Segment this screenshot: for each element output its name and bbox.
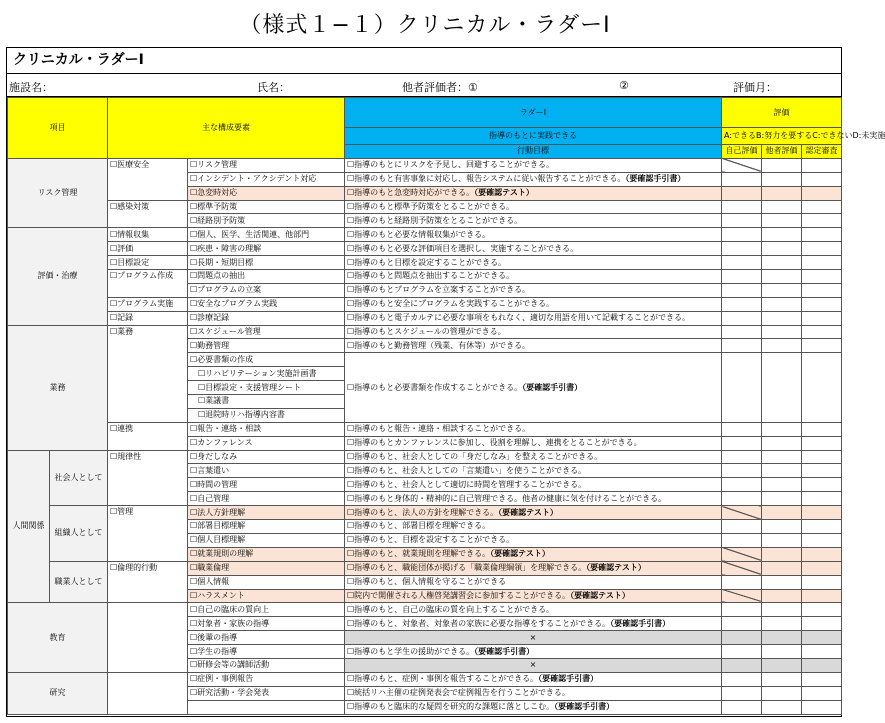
- approval-cell[interactable]: [802, 561, 842, 575]
- approval-cell[interactable]: [802, 436, 842, 450]
- self-eval-cell[interactable]: [722, 339, 762, 353]
- check-required-note: （要確認テスト）: [586, 563, 646, 573]
- goal-item: ×: [345, 631, 722, 645]
- table-row: [8, 506, 842, 520]
- self-eval-cell[interactable]: [722, 589, 762, 603]
- self-eval-cell[interactable]: [722, 200, 762, 214]
- goal-item: ☐指導のもと有害事象に対応し、報告システムに従い報告することができる。（要確認手引書）: [345, 172, 722, 186]
- other-eval-cell[interactable]: [762, 645, 802, 659]
- self-eval-cell[interactable]: [722, 186, 762, 200]
- goal-item: ☐指導のもと臨床的な疑問を研究的な課題に落としこむ。（要確認手引書）: [345, 700, 722, 714]
- category-eval: 評価・治療: [8, 228, 108, 325]
- goal-item: ☐指導のもとスケジュールの管理ができる。: [345, 325, 722, 339]
- goal-item: ☐指導のもと身体的・精神的に自己管理できる。他者の健康に気を付けることができる。: [345, 492, 722, 506]
- check-required-note: （要確認手引書）: [625, 174, 686, 184]
- goal-item: ☐指導のもと、対象者、対象者の家族に必要な指導をすることができる。（要確認手引書）: [345, 617, 722, 631]
- header-ladder-desc: 指導のもとに実践できる: [345, 128, 722, 145]
- other-eval-cell[interactable]: [762, 256, 802, 270]
- table-row: [8, 325, 842, 339]
- table-row: [8, 422, 842, 436]
- self-eval-cell[interactable]: [722, 353, 762, 422]
- element-item: ☐問題点の抽出: [188, 270, 345, 284]
- element-item: ☐学生の指導: [188, 645, 345, 659]
- category-social: 社会人として: [50, 450, 108, 506]
- category-org: 組織人として: [50, 506, 108, 562]
- sheet-title: クリニカル・ラダーⅠ: [7, 48, 841, 74]
- goal-item: ☐指導のもと、個人情報を守ることができる: [345, 575, 722, 589]
- facility-label: 施設名：: [9, 81, 53, 94]
- month-label: 評価月：: [733, 81, 777, 94]
- element-item: ☐プログラムの立案: [188, 283, 345, 297]
- sub-item: ☐倫理的行動: [108, 561, 188, 603]
- evaluator-label: 他者評価者：①: [402, 81, 478, 94]
- check-required-note: （要確認手引書）: [538, 674, 599, 684]
- goal-item: ☐院内で開催される人権啓発講習会に参加することができる。（要確認テスト）: [345, 589, 722, 603]
- goal-item: ☐指導のもと、自己の臨床の質を向上することができる。: [345, 603, 722, 617]
- goal-item: ☐指導のもと電子カルテに必要な事項をもれなく、適切な用語を用いて記載することができる。: [345, 311, 722, 325]
- approval-cell[interactable]: [802, 533, 842, 547]
- header-self-eval: 自己評価: [722, 145, 762, 159]
- self-eval-cell[interactable]: [722, 575, 762, 589]
- other-eval-cell[interactable]: [762, 158, 802, 172]
- approval-cell[interactable]: [802, 339, 842, 353]
- element-item: ☐研修会等の講師活動: [188, 658, 345, 672]
- approval-cell[interactable]: [802, 214, 842, 228]
- other-eval-cell[interactable]: [762, 464, 802, 478]
- check-required-note: （要確認テスト）: [498, 507, 558, 517]
- other-eval-cell[interactable]: [762, 700, 802, 714]
- approval-cell[interactable]: [802, 256, 842, 270]
- element-item: ☐標準予防策: [188, 200, 345, 214]
- element-item: ☐個人目標理解: [188, 533, 345, 547]
- table-row: [8, 270, 842, 284]
- element-item: ☐リハビリテーション実施計画書: [188, 367, 345, 381]
- approval-cell[interactable]: [802, 645, 842, 659]
- approval-cell[interactable]: [802, 242, 842, 256]
- header-other-eval: 他者評価: [762, 145, 802, 159]
- sub-item: ☐情報収集: [108, 228, 188, 242]
- category-risk: リスク管理: [8, 158, 108, 227]
- goal-item: ☐指導のもとにリスクを予見し、回避することができる。: [345, 158, 722, 172]
- element-item: ☐個人情報: [188, 575, 345, 589]
- sub-item: ☐業務: [108, 325, 188, 422]
- other-eval-cell[interactable]: [762, 506, 802, 520]
- element-item: ☐職業倫理: [188, 561, 345, 575]
- table-row: [8, 242, 842, 256]
- self-eval-cell[interactable]: [722, 700, 762, 714]
- sub-item: ☐規律性: [108, 450, 188, 506]
- self-eval-cell[interactable]: [722, 617, 762, 631]
- sub-item-empty: [108, 603, 188, 672]
- element-item: ☐時間の管理: [188, 478, 345, 492]
- sub-item: ☐連携: [108, 422, 188, 450]
- other-eval-cell[interactable]: [762, 603, 802, 617]
- other-eval-cell[interactable]: [762, 339, 802, 353]
- sub-item: ☐医療安全: [108, 158, 188, 200]
- goal-item: ☐指導のもと必要な情報収集ができる。: [345, 228, 722, 242]
- goal-item: ☐指導のもと、社会人としての「言葉遣い」を使うことができる。: [345, 464, 722, 478]
- approval-cell: [802, 631, 842, 645]
- self-eval-cell[interactable]: [722, 325, 762, 339]
- approval-cell[interactable]: [802, 589, 842, 603]
- approval-cell[interactable]: [802, 492, 842, 506]
- sub-item: ☐評価: [108, 242, 188, 256]
- header-action-goal: 行動目標: [345, 145, 722, 159]
- other-eval-cell[interactable]: [762, 186, 802, 200]
- element-item: ☐対象者・家族の指導: [188, 617, 345, 631]
- approval-cell[interactable]: [802, 617, 842, 631]
- element-item: ☐スケジュール管理: [188, 325, 345, 339]
- goal-item: ☐指導のもと必要な評価項目を選択し、実施することができる。: [345, 242, 722, 256]
- other-eval-cell[interactable]: [762, 686, 802, 700]
- goal-item: ×: [345, 658, 722, 672]
- approval-cell[interactable]: [802, 200, 842, 214]
- ladder-sheet: [6, 47, 885, 717]
- element-item: ☐診療記録: [188, 311, 345, 325]
- self-eval-cell[interactable]: [722, 478, 762, 492]
- self-eval-cell[interactable]: [722, 297, 762, 311]
- goal-item: ☐指導のもと急変時対応ができる。（要確認テスト）: [345, 186, 722, 200]
- self-eval-cell[interactable]: [722, 172, 762, 186]
- table-row: [8, 200, 842, 214]
- other-eval-cell: [762, 658, 802, 672]
- approval-cell[interactable]: [802, 464, 842, 478]
- self-eval-cell[interactable]: [722, 672, 762, 686]
- element-item-empty: [188, 700, 345, 714]
- self-eval-cell[interactable]: [722, 645, 762, 659]
- self-eval-cell[interactable]: [722, 547, 762, 561]
- approval-cell[interactable]: [802, 506, 842, 520]
- category-edu: 教育: [8, 603, 108, 672]
- other-eval-cell[interactable]: [762, 325, 802, 339]
- approval-cell[interactable]: [802, 450, 842, 464]
- sub-item: ☐プログラム作成: [108, 270, 188, 298]
- goal-item: ☐指導のもと、就業規則を理解できる。（要確認テスト）: [345, 547, 722, 561]
- other-eval-cell[interactable]: [762, 311, 802, 325]
- check-required-note: （要確認テスト）: [490, 549, 550, 559]
- self-eval-cell[interactable]: [722, 214, 762, 228]
- approval-cell[interactable]: [802, 422, 842, 436]
- sub-item: ☐感染対策: [108, 200, 188, 228]
- other-eval-cell[interactable]: [762, 520, 802, 534]
- approval-cell[interactable]: [802, 158, 842, 172]
- approval-cell[interactable]: [802, 686, 842, 700]
- header-evaluation: 評価: [722, 98, 842, 128]
- table-row: [8, 311, 842, 325]
- element-item: ☐自己管理: [188, 492, 345, 506]
- element-item: ☐就業規則の理解: [188, 547, 345, 561]
- self-eval-cell[interactable]: [722, 283, 762, 297]
- goal-item: ☐指導のもと勤務管理（残業、有休等）ができる。: [345, 339, 722, 353]
- other-eval-cell[interactable]: [762, 617, 802, 631]
- info-row: [7, 74, 841, 97]
- element-item: ☐個人、医学、生活関連、他部門: [188, 228, 345, 242]
- element-item: ☐報告・連絡・相談: [188, 422, 345, 436]
- check-required-note: （要確認手引書）: [474, 646, 535, 656]
- table-row: [8, 297, 842, 311]
- self-eval-cell: [722, 658, 762, 672]
- table-row: [8, 450, 842, 464]
- other-eval-cell[interactable]: [762, 575, 802, 589]
- approval-cell[interactable]: [802, 547, 842, 561]
- element-item: ☐インシデント・アクシデント対応: [188, 172, 345, 186]
- element-item: ☐急変時対応: [188, 186, 345, 200]
- sub-item: ☐記録: [108, 311, 188, 325]
- document-title: （様式１−１）クリニカル・ラダーⅠ: [239, 13, 611, 38]
- self-eval-cell[interactable]: [722, 561, 762, 575]
- self-eval-cell[interactable]: [722, 242, 762, 256]
- approval-cell[interactable]: [802, 325, 842, 339]
- approval-cell[interactable]: [802, 520, 842, 534]
- element-item: ☐後輩の指導: [188, 631, 345, 645]
- category-pro: 職業人として: [50, 561, 108, 603]
- approval-cell[interactable]: [802, 228, 842, 242]
- element-item: ☐目標設定・支援管理シート: [188, 381, 345, 395]
- goal-item: ☐指導のもと、法人の方針を理解できる。（要確認テスト）: [345, 506, 722, 520]
- approval-cell[interactable]: [802, 172, 842, 186]
- approval-cell[interactable]: [802, 353, 842, 422]
- check-required-note: （要確認手引書）: [554, 702, 615, 712]
- approval-cell[interactable]: [802, 672, 842, 686]
- check-required-note: （要確認テスト）: [570, 590, 630, 600]
- goal-item: ☐指導のもと問題点を抽出することができる。: [345, 270, 722, 284]
- table-row: [8, 603, 842, 617]
- element-item: ☐リスク管理: [188, 158, 345, 172]
- goal-item: ☐指導のもとプログラムを立案することができる。: [345, 283, 722, 297]
- element-item: ☐法人方針理解: [188, 506, 345, 520]
- name-label: 氏名：: [257, 81, 290, 94]
- check-required-note: （要確認テスト）: [474, 188, 534, 198]
- sub-item: ☐目標設定: [108, 256, 188, 270]
- goal-item: ☐指導のもと経路別予防策をとることができる。: [345, 214, 722, 228]
- other-eval-cell[interactable]: [762, 478, 802, 492]
- element-item: ☐症例・事例報告: [188, 672, 345, 686]
- other-eval-cell[interactable]: [762, 270, 802, 284]
- self-eval-cell[interactable]: [722, 464, 762, 478]
- goal-item: ☐指導のもと標準予防策をとることができる。: [345, 200, 722, 214]
- goal-item: ☐指導のもと、社会人として適切に時間を管理することができる。: [345, 478, 722, 492]
- element-item: ☐ハラスメント: [188, 589, 345, 603]
- other-eval-cell[interactable]: [762, 214, 802, 228]
- table-row: [8, 158, 842, 172]
- element-item: ☐業議書: [188, 395, 345, 409]
- other-eval-cell[interactable]: [762, 297, 802, 311]
- element-item: ☐疾患・障害の理解: [188, 242, 345, 256]
- check-required-note: （要確認手引書）: [522, 382, 583, 392]
- element-item: ☐言葉遣い: [188, 464, 345, 478]
- evaluator2-label: ②: [619, 79, 629, 92]
- category-work: 業務: [8, 325, 108, 450]
- element-item: ☐必要書類の作成: [188, 353, 345, 367]
- other-eval-cell[interactable]: [762, 228, 802, 242]
- self-eval-cell[interactable]: [722, 270, 762, 284]
- table-row: [8, 672, 842, 686]
- goal-item: ☐指導のもと報告・連絡・相談することができる。: [345, 422, 722, 436]
- approval-cell[interactable]: [802, 311, 842, 325]
- other-eval-cell[interactable]: [762, 242, 802, 256]
- self-eval-cell[interactable]: [722, 603, 762, 617]
- other-eval-cell[interactable]: [762, 450, 802, 464]
- table-row: [8, 256, 842, 270]
- goal-item: ☐指導のもと、社会人としての「身だしなみ」を整えることができる。: [345, 450, 722, 464]
- goal-item: ☐指導のもと必要書類を作成することができる。（要確認手引書）: [345, 353, 722, 422]
- self-eval-cell[interactable]: [722, 686, 762, 700]
- other-eval-cell[interactable]: [762, 589, 802, 603]
- goal-item: ☐統括リハ主催の症例発表会で症例報告を行うことができる。: [345, 686, 722, 700]
- header-components: 主な構成要素: [108, 98, 345, 159]
- other-eval-cell[interactable]: [762, 547, 802, 561]
- self-eval-cell[interactable]: [722, 506, 762, 520]
- approval-cell[interactable]: [802, 575, 842, 589]
- header-item: 項目: [8, 98, 108, 159]
- element-item: ☐安全なプログラム実践: [188, 297, 345, 311]
- goal-item: ☐指導のもと、部署目標を理解できる。: [345, 520, 722, 534]
- approval-cell[interactable]: [802, 283, 842, 297]
- goal-item: ☐指導のもとカンファレンスに参加し、役割を理解し、連携をとることができる。: [345, 436, 722, 450]
- element-item: ☐身だしなみ: [188, 450, 345, 464]
- element-item: ☐研究活動・学会発表: [188, 686, 345, 700]
- other-eval-cell[interactable]: [762, 422, 802, 436]
- goal-item: ☐指導のもと学生の援助ができる。（要確認手引書）: [345, 645, 722, 659]
- category-human: 人間関係: [8, 450, 50, 603]
- self-eval-cell[interactable]: [722, 520, 762, 534]
- element-item: ☐自己の臨床の質向上: [188, 603, 345, 617]
- self-eval-cell[interactable]: [722, 422, 762, 436]
- self-eval-cell[interactable]: [722, 311, 762, 325]
- ladder-table: [7, 97, 885, 715]
- sub-item-empty: [108, 672, 188, 714]
- approval-cell[interactable]: [802, 270, 842, 284]
- header-ladder: ラダーⅠ: [345, 98, 722, 128]
- self-eval-cell[interactable]: [722, 492, 762, 506]
- goal-item: ☐指導のもと安全にプログラムを実践することができる。: [345, 297, 722, 311]
- other-eval-cell[interactable]: [762, 283, 802, 297]
- other-eval-cell[interactable]: [762, 672, 802, 686]
- element-item: ☐経路別予防策: [188, 214, 345, 228]
- other-eval-cell[interactable]: [762, 561, 802, 575]
- self-eval-cell[interactable]: [722, 256, 762, 270]
- self-eval-cell: [722, 631, 762, 645]
- other-eval-cell[interactable]: [762, 436, 802, 450]
- approval-cell: [802, 658, 842, 672]
- self-eval-cell[interactable]: [722, 450, 762, 464]
- element-item: ☐部署目標理解: [188, 520, 345, 534]
- goal-item: ☐指導のもと、目標を設定することができる。: [345, 533, 722, 547]
- other-eval-cell[interactable]: [762, 172, 802, 186]
- table-row: [8, 228, 842, 242]
- self-eval-cell[interactable]: [722, 228, 762, 242]
- sub-item: ☐プログラム実施: [108, 297, 188, 311]
- header-legend: A:できるB:努力を要するC:できないD:未実施: [722, 128, 842, 145]
- element-item: ☐退院時リハ指導内容書: [188, 408, 345, 422]
- check-required-note: （要確認手引書）: [610, 618, 671, 628]
- self-eval-cell[interactable]: [722, 158, 762, 172]
- approval-cell[interactable]: [802, 297, 842, 311]
- approval-cell[interactable]: [802, 700, 842, 714]
- other-eval-cell: [762, 631, 802, 645]
- other-eval-cell[interactable]: [762, 492, 802, 506]
- element-item: ☐カンファレンス: [188, 436, 345, 450]
- goal-item: ☐指導のもと、症例・事例を報告することができる。（要確認手引書）: [345, 672, 722, 686]
- element-item: ☐長期・短期目標: [188, 256, 345, 270]
- table-row: [8, 561, 842, 575]
- other-eval-cell[interactable]: [762, 533, 802, 547]
- other-eval-cell[interactable]: [762, 353, 802, 422]
- goal-item: ☐指導のもと目標を設定することができる。: [345, 256, 722, 270]
- sub-item: ☐管理: [108, 506, 188, 562]
- element-item: ☐勤務管理: [188, 339, 345, 353]
- approval-cell[interactable]: [802, 478, 842, 492]
- category-research: 研究: [8, 672, 108, 714]
- approval-cell[interactable]: [802, 186, 842, 200]
- self-eval-cell[interactable]: [722, 533, 762, 547]
- self-eval-cell[interactable]: [722, 436, 762, 450]
- header-approval: 認定審査: [802, 145, 842, 159]
- other-eval-cell[interactable]: [762, 200, 802, 214]
- approval-cell[interactable]: [802, 603, 842, 617]
- goal-item: ☐指導のもと、職能団体が掲げる「職業倫理綱領」を理解できる。（要確認テスト）: [345, 561, 722, 575]
